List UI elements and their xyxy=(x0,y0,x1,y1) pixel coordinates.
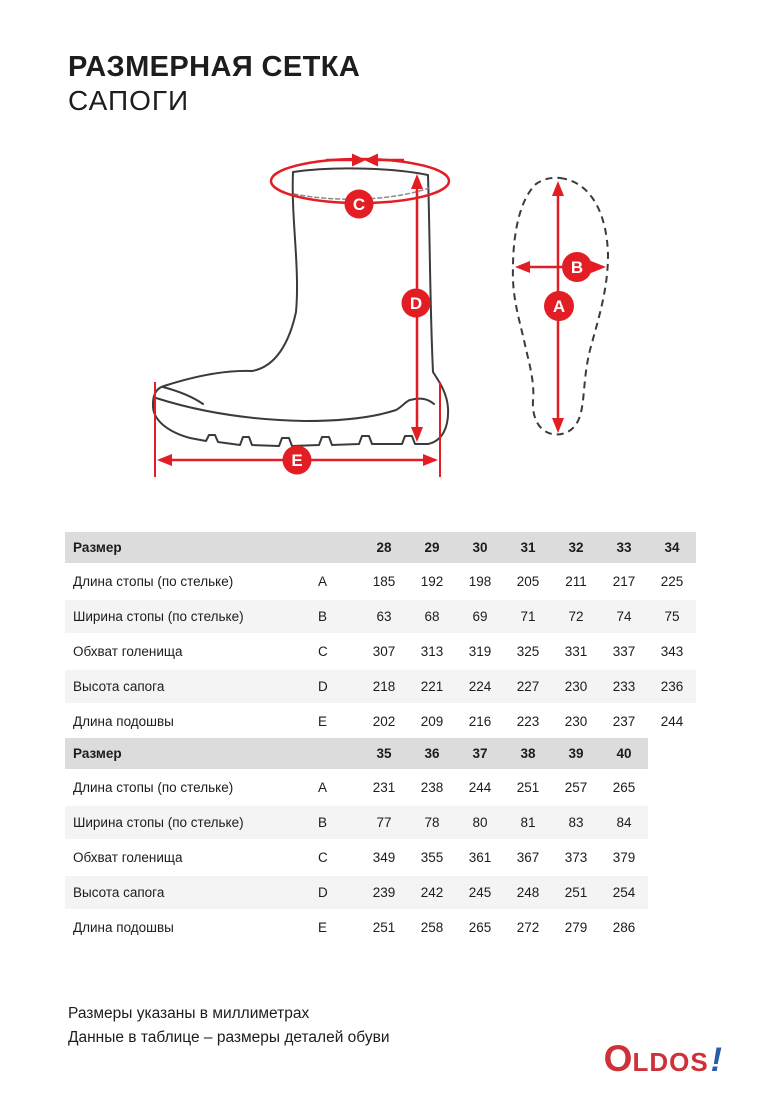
size-value: 74 xyxy=(600,599,648,634)
size-value: 279 xyxy=(552,910,600,944)
size-value: 205 xyxy=(504,564,552,599)
size-value: 72 xyxy=(552,599,600,634)
size-value: 245 xyxy=(456,875,504,910)
page-title: РАЗМЕРНАЯ СЕТКА xyxy=(68,51,361,83)
size-value: 192 xyxy=(408,564,456,599)
size-value: 238 xyxy=(408,770,456,805)
size-col-header: 40 xyxy=(600,738,648,770)
size-value: 373 xyxy=(552,840,600,875)
size-value: 84 xyxy=(600,805,648,840)
size-value: 237 xyxy=(600,704,648,738)
dimension-letter: B xyxy=(315,805,360,840)
size-value: 343 xyxy=(648,634,696,669)
size-value: 265 xyxy=(600,770,648,805)
size-value: 223 xyxy=(504,704,552,738)
size-value: 349 xyxy=(360,840,408,875)
size-value: 244 xyxy=(456,770,504,805)
table-row xyxy=(65,805,648,840)
row-label: Длина подошвы xyxy=(65,910,315,944)
size-col-header: 38 xyxy=(504,738,552,770)
marker-c: C xyxy=(352,195,366,214)
size-value: 236 xyxy=(648,669,696,704)
size-value: 242 xyxy=(408,875,456,910)
size-value: 254 xyxy=(600,875,648,910)
size-value: 307 xyxy=(360,634,408,669)
size-table-1 xyxy=(65,532,696,738)
size-col-header: 30 xyxy=(456,532,504,564)
size-value: 319 xyxy=(456,634,504,669)
row-label: Ширина стопы (по стельке) xyxy=(65,599,315,634)
marker-d: D xyxy=(409,294,423,313)
size-value: 225 xyxy=(648,564,696,599)
table-row xyxy=(65,564,696,599)
size-value: 313 xyxy=(408,634,456,669)
marker-e: E xyxy=(291,451,303,470)
size-value: 251 xyxy=(552,875,600,910)
size-value: 75 xyxy=(648,599,696,634)
row-label: Ширина стопы (по стельке) xyxy=(65,805,315,840)
size-value: 251 xyxy=(504,770,552,805)
size-value: 80 xyxy=(456,805,504,840)
table-row xyxy=(65,634,696,669)
row-label: Обхват голенища xyxy=(65,634,315,669)
dimension-letter: A xyxy=(315,770,360,805)
size-value: 71 xyxy=(504,599,552,634)
dimension-letter: D xyxy=(315,669,360,704)
size-value: 239 xyxy=(360,875,408,910)
note-units: Размеры указаны в миллиметрах xyxy=(68,1005,310,1022)
dimension-letter: E xyxy=(315,704,360,738)
size-value: 77 xyxy=(360,805,408,840)
logo-text: LDOS xyxy=(632,1047,709,1077)
size-value: 227 xyxy=(504,669,552,704)
table-row xyxy=(65,875,648,910)
page-subtitle: САПОГИ xyxy=(68,85,190,116)
size-value: 69 xyxy=(456,599,504,634)
size-value: 198 xyxy=(456,564,504,599)
size-value: 361 xyxy=(456,840,504,875)
size-value: 286 xyxy=(600,910,648,944)
size-value: 251 xyxy=(360,910,408,944)
table-row xyxy=(65,669,696,704)
size-col-header: 33 xyxy=(600,532,648,564)
marker-a: A xyxy=(552,297,566,316)
size-value: 367 xyxy=(504,840,552,875)
size-value: 233 xyxy=(600,669,648,704)
size-row-label-header: Размер xyxy=(65,738,360,770)
table-row xyxy=(65,770,648,805)
size-row-label-header: Размер xyxy=(65,532,360,564)
logo-first-letter: O xyxy=(603,1038,633,1079)
size-value: 216 xyxy=(456,704,504,738)
dimension-letter: C xyxy=(315,634,360,669)
row-label: Длина подошвы xyxy=(65,704,315,738)
size-value: 258 xyxy=(408,910,456,944)
size-value: 325 xyxy=(504,634,552,669)
table-row xyxy=(65,599,696,634)
size-col-header: 34 xyxy=(648,532,696,564)
size-value: 78 xyxy=(408,805,456,840)
dimension-letter: A xyxy=(315,564,360,599)
size-col-header: 35 xyxy=(360,738,408,770)
size-value: 221 xyxy=(408,669,456,704)
size-value: 257 xyxy=(552,770,600,805)
row-label: Длина стопы (по стельке) xyxy=(65,564,315,599)
size-col-header: 32 xyxy=(552,532,600,564)
note-data: Данные в таблице – размеры деталей обуви xyxy=(68,1029,390,1046)
table-row xyxy=(65,704,696,738)
dimension-letter: D xyxy=(315,875,360,910)
size-value: 337 xyxy=(600,634,648,669)
size-value: 272 xyxy=(504,910,552,944)
size-value: 81 xyxy=(504,805,552,840)
table-header-row xyxy=(65,532,696,564)
table-header-row xyxy=(65,738,648,770)
size-col-header: 36 xyxy=(408,738,456,770)
size-table-2 xyxy=(65,738,648,944)
marker-b: B xyxy=(570,258,584,277)
oldos-logo xyxy=(604,1038,722,1080)
row-label: Обхват голенища xyxy=(65,840,315,875)
size-col-header: 28 xyxy=(360,532,408,564)
page-header xyxy=(68,50,360,117)
size-value: 355 xyxy=(408,840,456,875)
size-col-header: 39 xyxy=(552,738,600,770)
row-label: Высота сапога xyxy=(65,875,315,910)
size-value: 217 xyxy=(600,564,648,599)
measurement-lines xyxy=(155,154,606,478)
size-value: 231 xyxy=(360,770,408,805)
footer-notes xyxy=(68,1002,389,1050)
size-value: 68 xyxy=(408,599,456,634)
row-label: Высота сапога xyxy=(65,669,315,704)
logo-exclamation: ! xyxy=(710,1041,722,1079)
size-value: 218 xyxy=(360,669,408,704)
size-col-header: 29 xyxy=(408,532,456,564)
table-row xyxy=(65,840,648,875)
size-value: 209 xyxy=(408,704,456,738)
dimension-letter: C xyxy=(315,840,360,875)
size-value: 63 xyxy=(360,599,408,634)
size-value: 83 xyxy=(552,805,600,840)
dimension-letter: E xyxy=(315,910,360,944)
size-value: 230 xyxy=(552,704,600,738)
size-value: 244 xyxy=(648,704,696,738)
size-value: 224 xyxy=(456,669,504,704)
size-value: 379 xyxy=(600,840,648,875)
size-value: 248 xyxy=(504,875,552,910)
table-row xyxy=(65,910,648,944)
row-label: Длина стопы (по стельке) xyxy=(65,770,315,805)
size-value: 185 xyxy=(360,564,408,599)
size-value: 230 xyxy=(552,669,600,704)
boot-measurement-diagram xyxy=(130,140,660,500)
size-col-header: 31 xyxy=(504,532,552,564)
size-value: 202 xyxy=(360,704,408,738)
size-value: 211 xyxy=(552,564,600,599)
size-col-header: 37 xyxy=(456,738,504,770)
dimension-letter: B xyxy=(315,599,360,634)
size-value: 265 xyxy=(456,910,504,944)
size-value: 331 xyxy=(552,634,600,669)
